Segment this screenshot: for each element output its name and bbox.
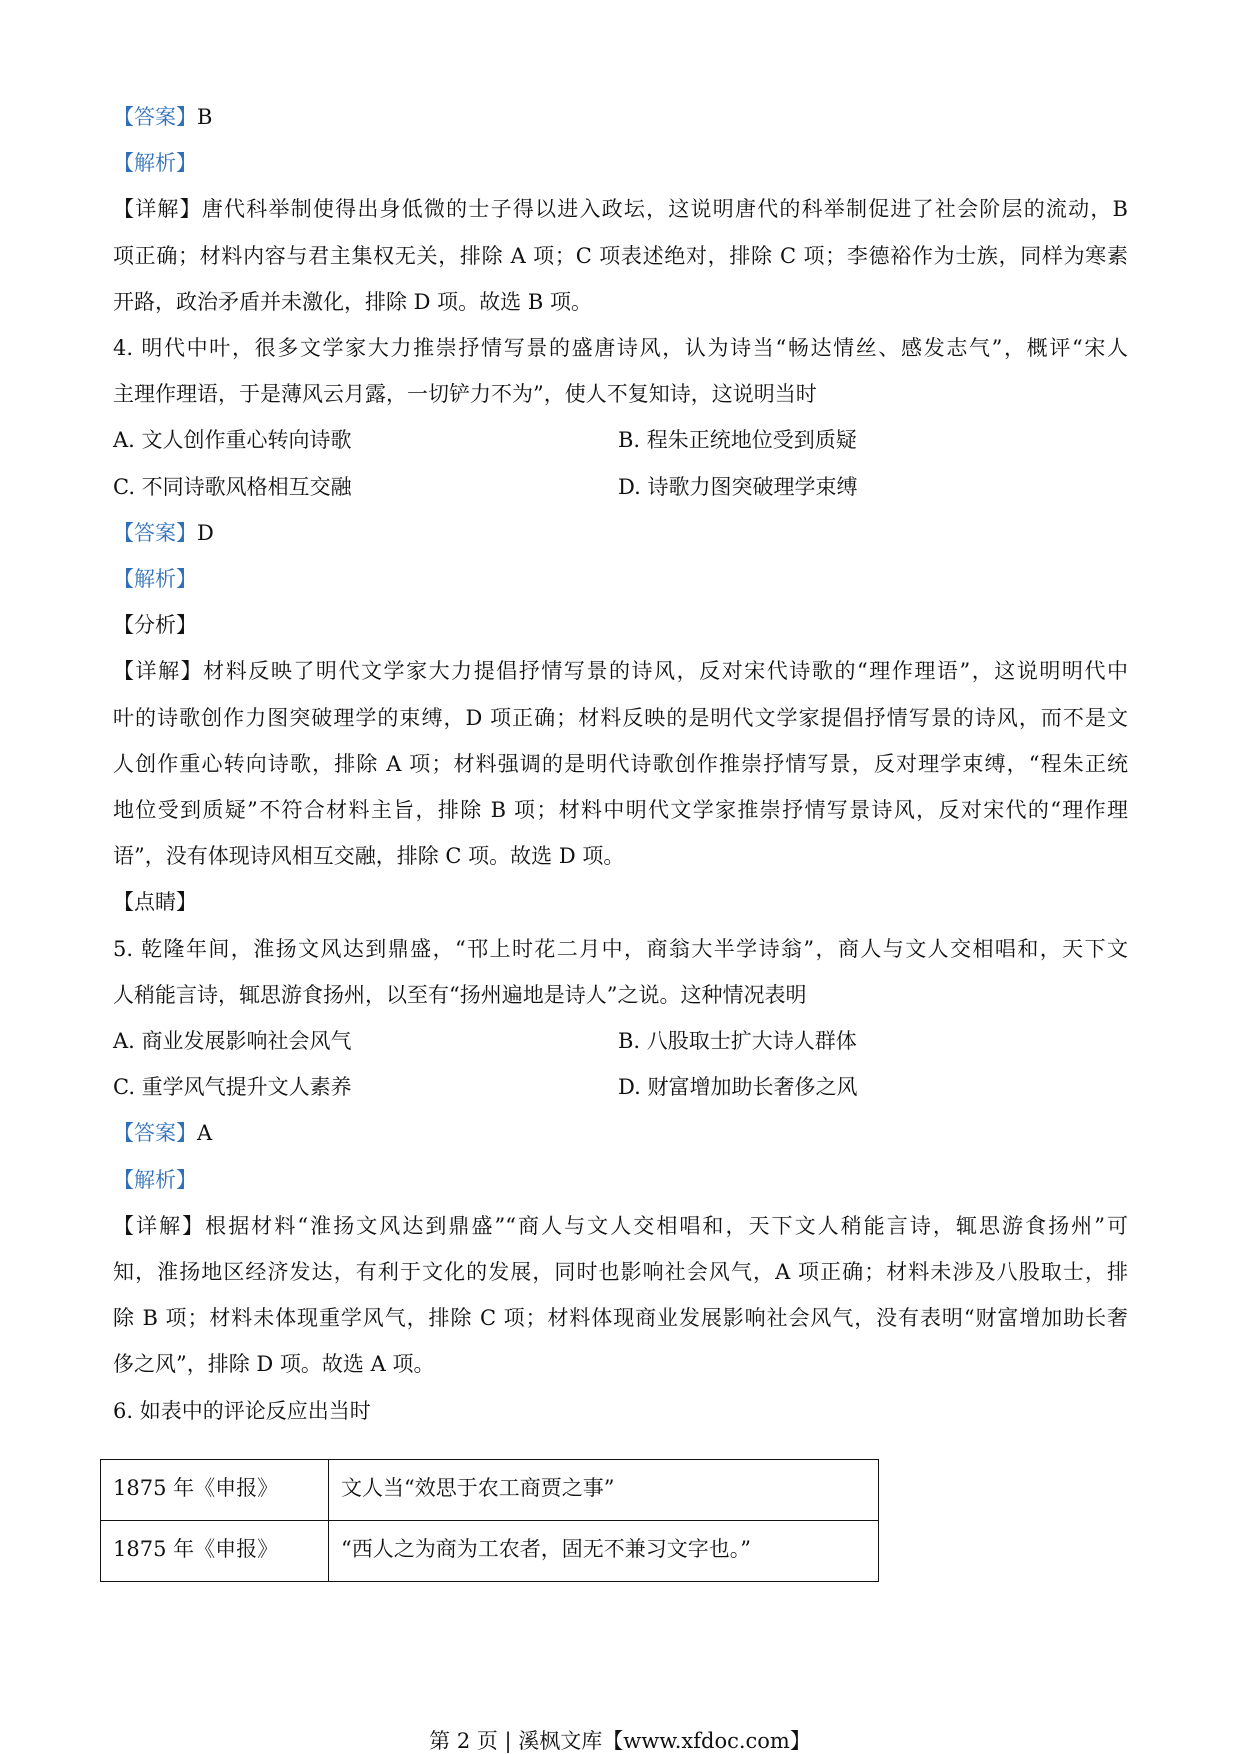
text-line: 人稍能言诗，辄思游食扬州，以至有“扬州遍地是诗人”之说。这种情况表明	[113, 983, 807, 1007]
text-line: 侈之风”，排除 D 项。故选 A 项。	[113, 1352, 435, 1376]
table-cell: 1875 年《申报》	[101, 1521, 329, 1582]
table-cell: “西人之为商为工农者，固无不兼习文字也。”	[329, 1521, 879, 1582]
section-value: A	[197, 1121, 213, 1145]
text-line: 项正确；材料内容与君主集权无关，排除 A 项；C 项表述绝对，排除 C 项；李德裕作为士族，同样为寒素	[113, 244, 1128, 268]
section-label	[113, 1166, 1128, 1194]
text-line: 叶的诗歌创作力图突破理学的束缚，D 项正确；材料反映的是明代文学家提倡抒情写景的诗风，而不是文	[113, 706, 1128, 730]
section-label	[113, 888, 1128, 916]
page-footer: 第 2 页 | 溪枫文库【www.xfdoc.com】	[429, 1729, 811, 1753]
section-label	[113, 565, 1128, 593]
section-tag: 【解析】	[113, 151, 197, 175]
text-line: 人创作重心转向诗歌，排除 A 项；材料强调的是明代诗歌创作推崇抒情写景，反对理学束缚，“程朱正统	[113, 752, 1128, 776]
answer-option: C. 不同诗歌风格相互交融	[113, 475, 352, 499]
text-line: 主理作理语，于是薄风云月露，一切铲力不为”，使人不复知诗，这说明当时	[113, 382, 817, 406]
text-line: 6. 如表中的评论反应出当时	[113, 1399, 371, 1423]
answer-option: A. 文人创作重心转向诗歌	[113, 428, 352, 452]
section-value: D	[197, 521, 214, 545]
table-cell: 文人当“效思于农工商贾之事”	[329, 1460, 879, 1521]
text-line: 开路，政治矛盾并未激化，排除 D 项。故选 B 项。	[113, 290, 592, 314]
section-tag: 【分析】	[113, 613, 197, 637]
section-tag: 【解析】	[113, 1168, 197, 1192]
section-label	[113, 611, 1128, 639]
comment-table	[100, 1459, 879, 1582]
section-label	[113, 103, 1128, 131]
answer-option: C. 重学风气提升文人素养	[113, 1075, 352, 1099]
section-tag: 【答案】	[113, 1121, 197, 1145]
answer-option: B. 程朱正统地位受到质疑	[618, 428, 857, 452]
table-row	[101, 1460, 879, 1521]
answer-option: A. 商业发展影响社会风气	[113, 1029, 352, 1053]
text-line: 【详解】材料反映了明代文学家大力提倡抒情写景的诗风，反对宋代诗歌的“理作理语”，这说明明代中	[113, 659, 1128, 683]
section-value: B	[197, 105, 213, 129]
answer-option: D. 财富增加助长奢侈之风	[618, 1075, 858, 1099]
section-label	[113, 1119, 1128, 1147]
text-line: 地位受到质疑”不符合材料主旨，排除 B 项；材料中明代文学家推崇抒情写景诗风，反对宋代的“理作理	[113, 798, 1128, 822]
text-line: 语”，没有体现诗风相互交融，排除 C 项。故选 D 项。	[113, 844, 625, 868]
text-line: 4. 明代中叶，很多文学家大力推崇抒情写景的盛唐诗风，认为诗当“畅达情丝、感发志气”，概评“宋人	[113, 336, 1128, 360]
text-line: 知，淮扬地区经济发达，有利于文化的发展，同时也影响社会风气，A 项正确；材料未涉及八股取士，排	[113, 1260, 1128, 1284]
text-line: 除 B 项；材料未体现重学风气，排除 C 项；材料体现商业发展影响社会风气，没有表明“财富增加助长奢	[113, 1306, 1128, 1330]
text-line: 【详解】根据材料“淮扬文风达到鼎盛”“商人与文人交相唱和，天下文人稍能言诗，辄思游食扬州”可	[113, 1214, 1128, 1238]
answer-option: B. 八股取士扩大诗人群体	[618, 1029, 857, 1053]
section-tag: 【答案】	[113, 105, 197, 129]
section-label	[113, 149, 1128, 177]
answer-option: D. 诗歌力图突破理学束缚	[618, 475, 858, 499]
table-row	[101, 1521, 879, 1582]
section-tag: 【点睛】	[113, 890, 197, 914]
section-tag: 【解析】	[113, 567, 197, 591]
section-tag: 【答案】	[113, 521, 197, 545]
section-label	[113, 519, 1128, 547]
text-line: 5. 乾隆年间，淮扬文风达到鼎盛，“邗上时花二月中，商翁大半学诗翁”，商人与文人交相唱和，天下文	[113, 937, 1128, 961]
table-cell: 1875 年《申报》	[101, 1460, 329, 1521]
text-line: 【详解】唐代科举制使得出身低微的士子得以进入政坛，这说明唐代的科举制促进了社会阶层的流动，B	[113, 197, 1128, 221]
